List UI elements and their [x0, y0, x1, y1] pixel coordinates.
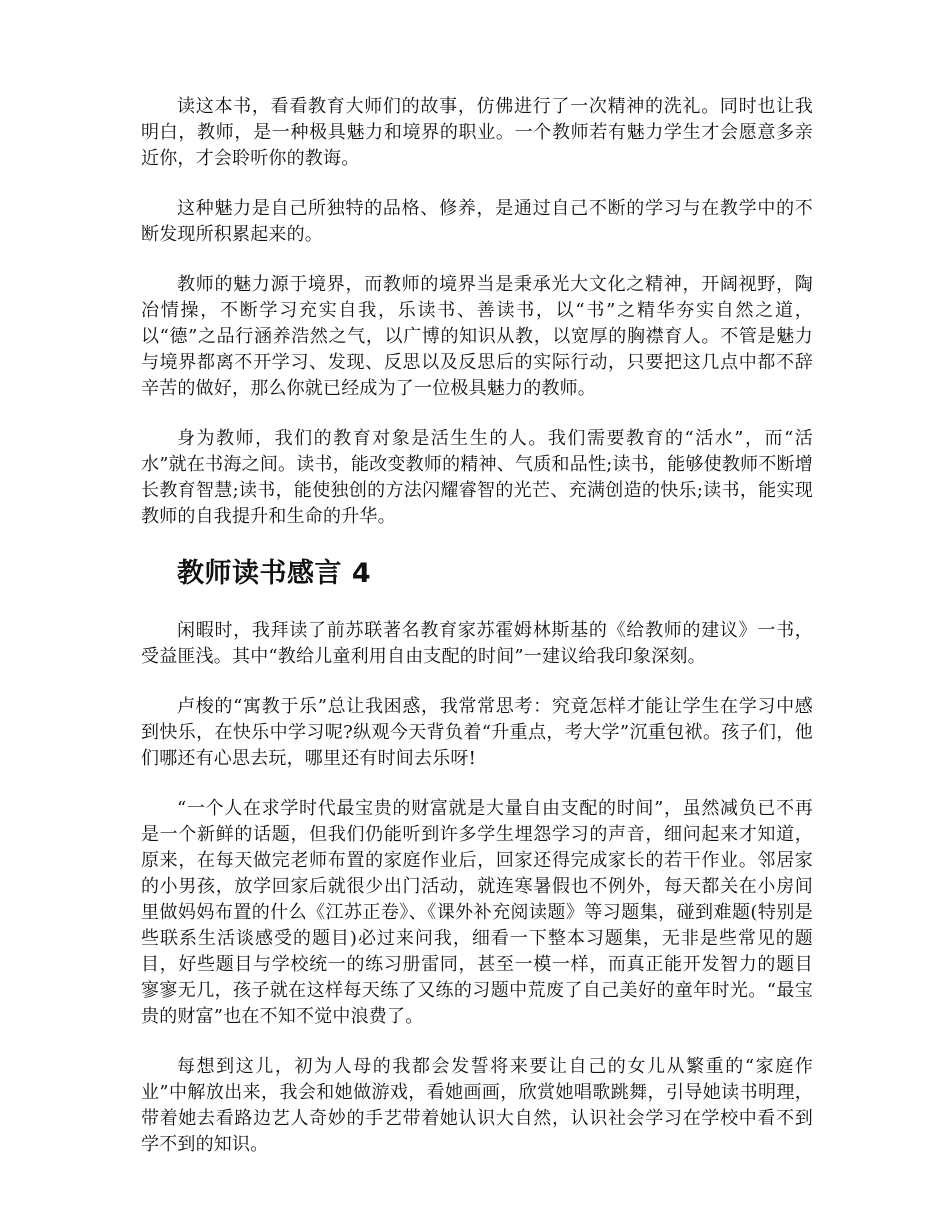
- paragraph: 教师的魅力源于境界，而教师的境界当是秉承光大文化之精神，开阔视野，陶冶情操，不断学习充实自我，乐读书、善读书，以“书”之精华夯实自然之道，以“德”之品行涵养浩然之气，以广博的知识从教，以宽厚的胸襟育人。不管是魅力与境界都离不开学习、发现、反思以及反思后的实际行动，只要把这几点中都不辞辛苦的做好，那么你就已经成为了一位极具魅力的教师。: [141, 274, 813, 399]
- document-page: [141, 94, 813, 1158]
- paragraph: 身为教师，我们的教育对象是活生生的人。我们需要教育的“活水”，而“活水”就在书海之间。读书，能改变教师的精神、气质和品性;读书，能够使教师不断增长教育智慧;读书，能使独创的方法闪耀睿智的光芒、充满创造的快乐;读书，能实现教师的自我提升和生命的升华。: [141, 428, 813, 527]
- section-heading: 教师读书感言 4: [177, 558, 372, 589]
- paragraph: 读这本书，看看教育大师们的故事，仿佛进行了一次精神的洗礼。同时也让我明白，教师，是一种极具魅力和境界的职业。一个教师若有魅力学生才会愿意多亲近你，才会聆听你的教诲。: [141, 96, 813, 169]
- paragraph: 卢梭的“寓教于乐”总让我困惑，我常常思考：究竟怎样才能让学生在学习中感到快乐，在快乐中学习呢?纵观今天背负着“升重点，考大学”沉重包袱。孩子们，他们哪还有心思去玩，哪里还有时间去乐呀!: [141, 696, 813, 769]
- paragraph: 闲暇时，我拜读了前苏联著名教育家苏霍姆林斯基的《给教师的建议》一书，受益匪浅。其中“教给儿童利用自由支配的时间”一建议给我印象深刻。: [141, 620, 813, 667]
- paragraph: 这种魅力是自己所独特的品格、修养，是通过自己不断的学习与在教学中的不断发现所积累起来的。: [141, 198, 813, 245]
- paragraph: “一个人在求学时代最宝贵的财富就是大量自由支配的时间”，虽然减负已不再是一个新鲜的话题，但我们仍能听到许多学生埋怨学习的声音，细问起来才知道，原来，在每天做完老师布置的家庭作业后，回家还得完成家长的若干作业。邻居家的小男孩，放学回家后就很少出门活动，就连寒暑假也不例外，每天都关在小房间里做妈妈布置的什么《江苏正卷》、《课外补充阅读题》等习题集，碰到难题(特别是些联系生活谈感受的题目)必过来问我，细看一下整本习题集，无非是些常见的题目，好些题目与学校统一的练习册雷同，甚至一模一样，而真正能开发智力的题目寥寥无几，孩子就在这样每天练了又练的习题中荒废了自己美好的童年时光。“最宝贵的财富”也在不知不觉中浪费了。: [141, 798, 813, 1027]
- paragraph: 每想到这儿，初为人母的我都会发誓将来要让自己的女儿从繁重的“家庭作业”中解放出来，我会和她做游戏，看她画画，欣赏她唱歌跳舞，引导她读书明理，带着她去看路边艺人奇妙的手艺带着她认识大自然，认识社会学习在学校中看不到学不到的知识。: [141, 1056, 813, 1155]
